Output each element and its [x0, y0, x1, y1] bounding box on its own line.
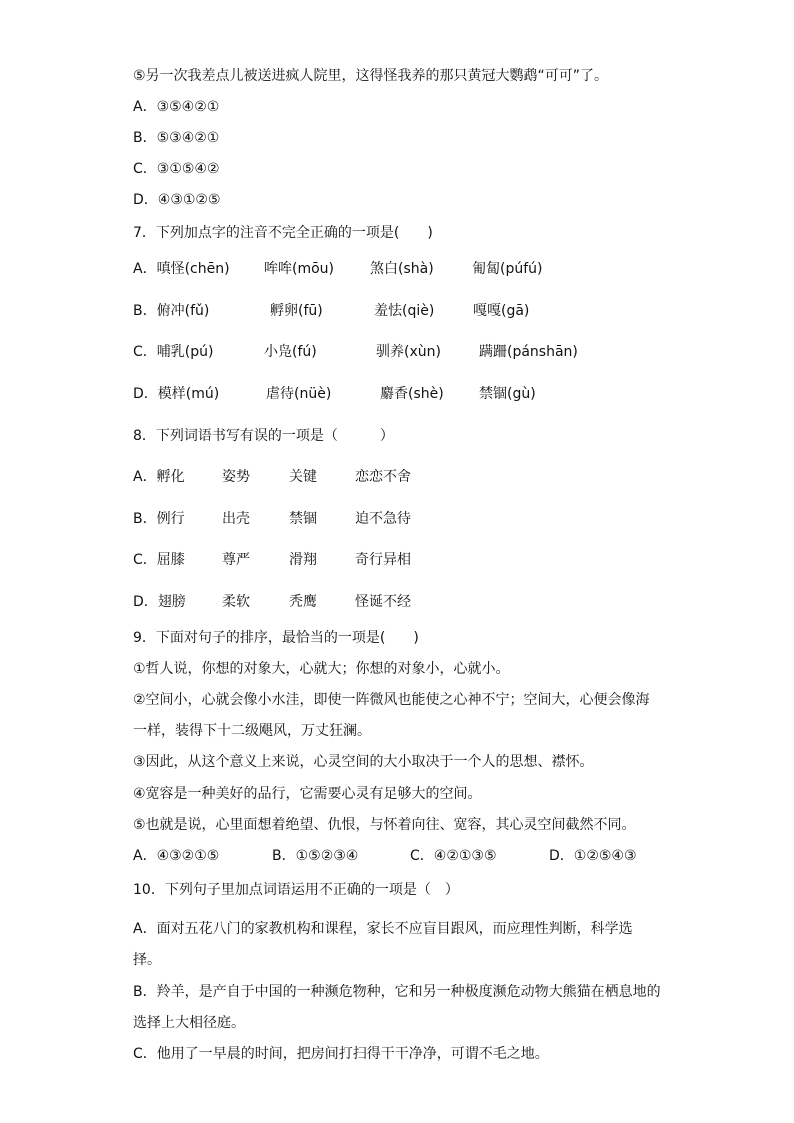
q9-sentence-3: ③因此，从这个意义上来说，心灵空间的大小取决于一个人的思想、襟怀。: [133, 754, 594, 770]
q9-option-d: D．①②⑤④③: [549, 848, 637, 864]
q10-option-a-line-1: A．面对五花八门的家教机构和课程，家长不应盲目跟风，而应理性判断，科学选: [133, 921, 633, 937]
q7-a-4: 匍匐(púfú): [472, 261, 543, 277]
q6-option-a: A．③⑤④②①: [133, 99, 220, 115]
q7-a-1: A．嗔怪(chēn): [133, 261, 230, 277]
q8-a-1: A．孵化: [133, 469, 185, 485]
q7-d-3: 麝香(shè): [380, 386, 444, 402]
q10-option-a-line-2: 择。: [133, 952, 161, 968]
q10-option-b-line-1: B．羚羊，是产自于中国的一种濒危物种，它和另一种极度濒危动物大熊猫在栖息地的: [133, 984, 661, 1000]
q9-option-b: B．①⑤②③④: [272, 848, 359, 864]
q8-d-1: D．翅膀: [133, 594, 186, 610]
q6-item-5: ⑤另一次我差点儿被送进疯人院里，这得怪我养的那只黄冠大鹦鹉“可可”了。: [133, 68, 609, 84]
q8-c-3: 滑翔: [289, 552, 317, 568]
q8-c-4: 奇行异相: [355, 552, 411, 568]
q9-option-c: C．④②①③⑤: [410, 848, 497, 864]
q9-stem: 9．下面对句子的排序，最恰当的一项是( ): [133, 630, 419, 646]
q8-b-3: 禁锢: [289, 511, 317, 527]
q8-d-4: 怪诞不经: [355, 594, 411, 610]
q7-d-4: 禁锢(gù): [479, 386, 536, 402]
q6-option-b: B．⑤③④②①: [133, 130, 220, 146]
q9-sentence-1: ①哲人说，你想的对象大，心就大；你想的对象小，心就小。: [133, 661, 510, 677]
q7-stem: 7．下列加点字的注音不完全正确的一项是( ): [133, 225, 433, 241]
q7-b-4: 嘎嘎(gā): [473, 303, 530, 319]
q9-sentence-4: ④宽容是一种美好的品行，它需要心灵有足够大的空间。: [133, 786, 482, 802]
q8-c-2: 尊严: [222, 552, 250, 568]
q10-stem: 10．下列句子里加点词语运用不正确的一项是（ ）: [133, 882, 459, 898]
q8-b-4: 迫不急待: [355, 511, 411, 527]
q6-option-c: C．③①⑤④②: [133, 161, 220, 177]
q7-b-1: B．俯冲(fǔ): [133, 303, 210, 319]
q6-option-d: D．④③①②⑤: [133, 192, 221, 208]
q7-a-2: 哞哞(mōu): [264, 261, 334, 277]
q7-b-2: 孵卵(fū): [270, 303, 323, 319]
q7-d-2: 虐待(nüè): [266, 386, 332, 402]
q9-sentence-2-line-2: 一样，装得下十二级飓风，万丈狂澜。: [133, 723, 371, 739]
q8-d-2: 柔软: [222, 594, 250, 610]
q8-stem: 8．下列词语书写有误的一项是（ ）: [133, 428, 394, 444]
q10-option-c: C．他用了一早晨的时间，把房间打扫得干干净净，可谓不毛之地。: [133, 1046, 549, 1062]
q8-b-1: B．例行: [133, 511, 185, 527]
q8-a-3: 关键: [289, 469, 317, 485]
q9-sentence-2-line-1: ②空间小，心就会像小水洼，即使一阵微风也能使之心神不宁；空间大，心便会像海: [133, 692, 650, 708]
q7-c-4: 蹒跚(pánshān): [479, 344, 578, 360]
q8-a-2: 姿势: [222, 469, 250, 485]
q8-d-3: 秃鹰: [289, 594, 317, 610]
q7-a-3: 煞白(shà): [370, 261, 434, 277]
q8-a-4: 恋恋不舍: [355, 469, 411, 485]
q8-c-1: C．屈膝: [133, 552, 185, 568]
q7-c-2: 小凫(fú): [264, 344, 317, 360]
q7-b-3: 羞怯(qiè): [374, 303, 435, 319]
q7-d-1: D．模样(mú): [133, 386, 220, 402]
q8-b-2: 出壳: [222, 511, 250, 527]
q7-c-1: C．哺乳(pú): [133, 344, 214, 360]
q7-c-3: 驯养(xùn): [376, 344, 441, 360]
q9-option-a: A．④③②①⑤: [133, 848, 220, 864]
q9-sentence-5: ⑤也就是说，心里面想着绝望、仇恨，与怀着向往、宽容，其心灵空间截然不同。: [133, 817, 636, 833]
q10-option-b-line-2: 选择上大相径庭。: [133, 1015, 245, 1031]
